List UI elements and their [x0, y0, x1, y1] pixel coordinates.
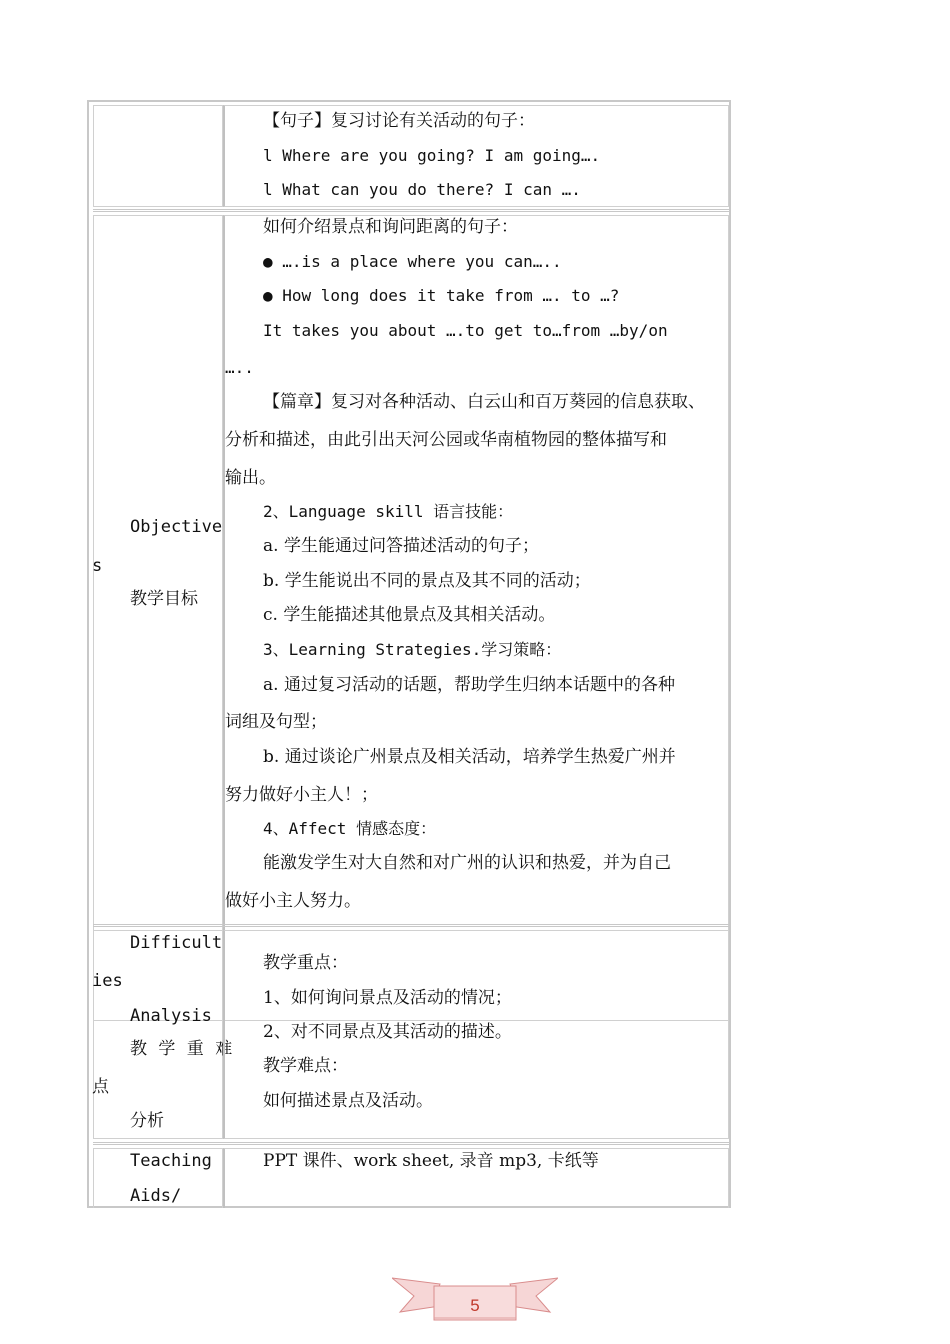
difficulties-label: Difficult	[130, 933, 223, 953]
difficulties-label-zh: 教 学 重 难	[130, 1039, 236, 1059]
content-cell	[223, 930, 729, 1139]
label-cell	[93, 105, 223, 207]
objectives-label-en-wrap: s	[92, 556, 103, 576]
text-line: 如何描述景点及活动。	[263, 1091, 433, 1111]
content-cell	[223, 215, 729, 1021]
table-row-objectives	[89, 212, 729, 1024]
text-line: 词组及句型；	[225, 712, 327, 732]
text-line: ● ….is a place where you can…..	[263, 252, 562, 271]
difficulties-label-wrap: ies	[92, 971, 123, 991]
analysis-label: Analysis	[130, 1006, 212, 1026]
sentence-line: l What can you do there? I can ….	[263, 180, 581, 199]
text-line: ● How long does it take from …. to …?	[263, 286, 620, 305]
text-line: 【篇章】复习对各种活动、白云山和百万葵园的信息获取、	[263, 392, 705, 412]
table-row-teaching-aids	[89, 1145, 729, 1206]
text-line: 3、Learning Strategies.学习策略：	[263, 640, 562, 659]
text-line: It takes you about ….to get to…from …by/on	[263, 321, 668, 340]
sentence-heading: 【句子】复习讨论有关活动的句子：	[263, 111, 535, 131]
difficulties-heading: 教学难点：	[263, 1056, 348, 1076]
text-line: …..	[225, 358, 254, 377]
text-line: 如何介绍景点和询问距离的句子：	[263, 217, 518, 237]
content-cell	[223, 1148, 729, 1208]
label-cell	[93, 1148, 223, 1208]
teaching-aids-label-wrap: Aids/	[130, 1186, 182, 1206]
text-line: 努力做好小主人！；	[225, 785, 378, 805]
text-line: 2、对不同景点及其活动的描述。	[263, 1022, 512, 1042]
label-cell	[92, 930, 236, 1139]
text-line: c. 学生能描述其他景点及其相关活动。	[263, 605, 556, 625]
objectives-label-zh: 教学目标	[130, 589, 198, 609]
page-number-badge	[392, 1274, 558, 1322]
difficulties-label-zh-wrap: 点	[92, 1077, 109, 1097]
objectives-label-en: Objective	[130, 517, 223, 537]
text-line: 能激发学生对大自然和对广州的认识和热爱，并为自己	[263, 853, 671, 873]
text-line: 输出。	[225, 468, 276, 488]
table-row-continuation	[89, 102, 729, 210]
text-line: 2、Language skill 语言技能：	[263, 502, 514, 521]
text-line: b. 学生能说出不同的景点及其不同的活动；	[263, 571, 591, 591]
text-line: a. 学生能通过问答描述活动的句子；	[263, 536, 539, 556]
text-line: a. 通过复习活动的话题，帮助学生归纳本话题中的各种	[263, 675, 675, 695]
content-cell	[223, 105, 729, 207]
text-line: 1、如何询问景点及活动的情况；	[263, 988, 512, 1008]
text-line: 分析和描述，由此引出天河公园或华南植物园的整体描写和	[225, 430, 667, 450]
teaching-aids-label: Teaching	[130, 1151, 212, 1171]
text-line: 4、Affect 情感态度：	[263, 819, 437, 838]
table-row-difficulties	[89, 927, 729, 1142]
lesson-plan-table	[87, 100, 731, 1208]
text-line: b. 通过谈论广州景点及相关活动，培养学生热爱广州并	[263, 747, 676, 767]
label-cell	[93, 215, 223, 1021]
key-points-heading: 教学重点：	[263, 953, 348, 973]
text-line: 做好小主人努力。	[225, 891, 361, 911]
sentence-line: l Where are you going? I am going….	[263, 146, 601, 165]
page-number: 5	[470, 1296, 480, 1315]
analysis-label-zh: 分析	[130, 1111, 164, 1131]
teaching-aids-content: PPT 课件、work sheet, 录音 mp3, 卡纸等	[263, 1151, 599, 1171]
